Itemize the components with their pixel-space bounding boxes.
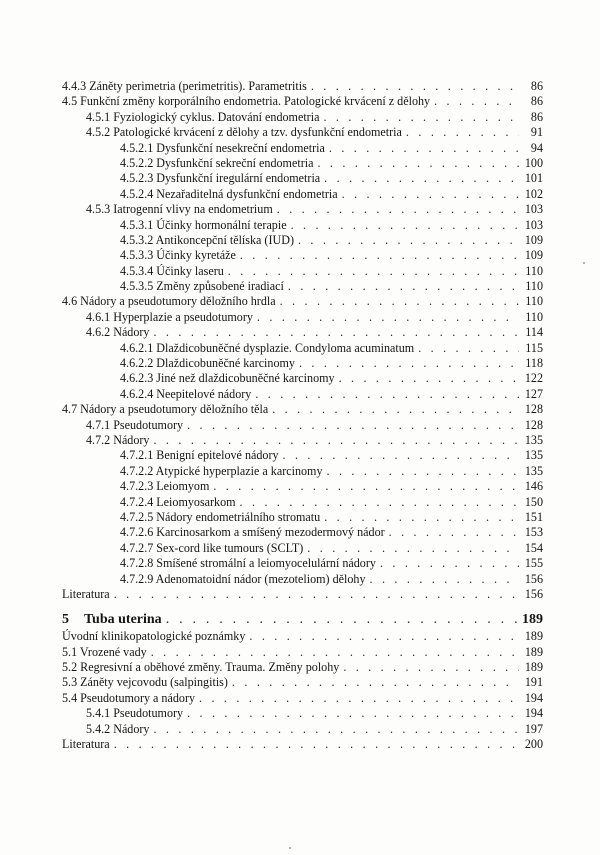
toc-entry xyxy=(62,125,543,140)
toc-entry-title: 4.6.1 Hyperplazie a pseudotumory xyxy=(86,309,253,324)
leader-dots xyxy=(151,645,519,660)
leader-dots xyxy=(166,610,518,629)
leader-dots xyxy=(307,541,519,556)
leader-dots xyxy=(434,94,519,109)
toc-entry xyxy=(62,629,543,644)
toc-entry xyxy=(62,572,543,587)
leader-dots xyxy=(327,464,519,479)
leader-dots xyxy=(240,248,519,263)
toc-entry-title: 4.6.2.1 Dlaždicobuněčné dysplazie. Condyloma acuminatum xyxy=(120,340,415,355)
toc-entry xyxy=(62,645,543,660)
toc-entry xyxy=(62,248,543,263)
chapter-page-number: 189 xyxy=(522,612,543,628)
toc-entry-title: 4.6.2.3 Jiné než dlaždicobuněčné karcinomy xyxy=(120,371,335,386)
leader-dots xyxy=(291,218,519,233)
leader-dots xyxy=(370,572,519,587)
leader-dots xyxy=(277,202,519,217)
scan-speck xyxy=(583,262,585,264)
toc-entry xyxy=(62,737,543,752)
toc-entry-title: 4.7.2.6 Karcinosarkom a smíšený mezodermový nádor xyxy=(120,525,385,540)
toc-entry-page-number: 156 xyxy=(524,571,543,586)
toc-entry xyxy=(62,356,543,371)
toc-entry-title: 4.5.3.3 Účinky kyretáže xyxy=(120,248,236,263)
toc-entry xyxy=(62,202,543,217)
leader-dots xyxy=(272,402,519,417)
toc-entry-title: 5.3 Záněty vejcovodu (salpingitis) xyxy=(62,675,228,690)
leader-dots xyxy=(339,371,519,386)
toc-entry-page-number: 154 xyxy=(524,540,543,555)
toc-entry-page-number: 100 xyxy=(524,155,543,170)
toc-entry-page-number: 127 xyxy=(524,386,543,401)
toc-entry-title: 4.5.2.4 Nezařaditelná dysfunkční endometria xyxy=(120,186,338,201)
toc-entry-page-number: 150 xyxy=(524,494,543,509)
toc-entry xyxy=(62,371,543,386)
toc-section-chapter-5 xyxy=(62,629,543,752)
toc-entry-page-number: 118 xyxy=(525,356,543,371)
toc-entry xyxy=(62,187,543,202)
toc-entry-page-number: 194 xyxy=(524,706,543,721)
toc-entry xyxy=(62,218,543,233)
leader-dots xyxy=(283,448,519,463)
toc-entry xyxy=(62,541,543,556)
toc-entry xyxy=(62,660,543,675)
leader-dots xyxy=(153,325,519,340)
toc-entry xyxy=(62,706,543,721)
toc-entry-page-number: 103 xyxy=(524,217,543,232)
toc-entry-title: 4.5.1 Fyziologický cyklus. Datování endometria xyxy=(86,109,320,124)
toc-entry-page-number: 189 xyxy=(524,629,543,644)
toc-entry-title: 4.5.3.4 Účinky laseru xyxy=(120,263,224,278)
leader-dots xyxy=(187,418,519,433)
toc-entry-page-number: 189 xyxy=(524,644,543,659)
toc-entry-title: 4.5.2.1 Dysfunkční nesekreční endometria xyxy=(120,140,325,155)
toc-entry-title: 4.7.2.3 Leiomyom xyxy=(120,479,210,494)
toc-entry xyxy=(62,171,543,186)
leader-dots xyxy=(187,706,519,721)
toc-entry-page-number: 153 xyxy=(524,525,543,540)
leader-dots xyxy=(153,433,519,448)
leader-dots xyxy=(213,479,519,494)
toc-entry-page-number: 110 xyxy=(525,309,543,324)
leader-dots xyxy=(199,691,519,706)
toc-entry-title: 4.5.3.5 Změny způsobené iradiací xyxy=(120,279,284,294)
toc-entry-title: 4.7.2 Nádory xyxy=(86,432,150,447)
leader-dots xyxy=(114,737,519,752)
leader-dots xyxy=(232,675,519,690)
leader-dots xyxy=(255,387,519,402)
leader-dots xyxy=(299,356,519,371)
toc-entry-page-number: 101 xyxy=(524,171,543,186)
toc-entry-page-number: 128 xyxy=(524,417,543,432)
leader-dots xyxy=(323,110,519,125)
toc-chapter-heading xyxy=(62,610,543,629)
toc-entry-page-number: 191 xyxy=(524,675,543,690)
toc-entry-page-number: 110 xyxy=(525,263,543,278)
toc-entry-page-number: 86 xyxy=(530,79,543,93)
toc-entry-title: Literatura xyxy=(62,586,110,601)
toc-entry-title: 4.5.2.2 Dysfunkční sekreční endometria xyxy=(120,155,314,170)
toc-entry-page-number: 122 xyxy=(524,371,543,386)
toc-entry xyxy=(62,79,543,94)
toc-entry xyxy=(62,587,543,602)
toc-entry-title: 4.5.2 Patologické krvácení z dělohy a tzv. dysfunkční endometria xyxy=(86,125,402,140)
toc-entry-page-number: 146 xyxy=(524,479,543,494)
toc-entry xyxy=(62,110,543,125)
toc-section-chapter-4 xyxy=(62,79,543,602)
leader-dots xyxy=(317,156,519,171)
toc-entry xyxy=(62,556,543,571)
toc-entry-page-number: 200 xyxy=(524,737,543,752)
toc-entry-page-number: 86 xyxy=(530,109,543,124)
leader-dots xyxy=(324,510,519,525)
leader-dots xyxy=(311,79,519,94)
toc-entry-page-number: 115 xyxy=(525,340,543,355)
toc-entry-page-number: 102 xyxy=(524,186,543,201)
toc-entry-page-number: 110 xyxy=(525,294,543,309)
leader-dots xyxy=(288,279,519,294)
toc-entry-title: 4.5 Funkční změny korporálního endometria. Patologické krvácení z dělohy xyxy=(62,94,431,109)
toc-entry-page-number: 109 xyxy=(524,248,543,263)
toc-entry-title: Literatura xyxy=(62,737,110,752)
toc-entry-title: 4.6 Nádory a pseudotumory děložního hrdla xyxy=(62,294,276,309)
toc-entry-title: 4.7.2.8 Smíšené stromální a leiomyocelulární nádory xyxy=(120,556,376,571)
leader-dots xyxy=(298,233,519,248)
toc-entry-title: 4.6.2.4 Neepitelové nádory xyxy=(120,386,252,401)
toc-entry-title: 4.6.2 Nádory xyxy=(86,325,150,340)
leader-dots xyxy=(228,264,519,279)
toc-entry-page-number: 94 xyxy=(530,140,543,155)
toc-entry xyxy=(62,675,543,690)
leader-dots xyxy=(380,556,519,571)
toc-entry xyxy=(62,325,543,340)
leader-dots xyxy=(342,187,519,202)
toc-entry xyxy=(62,495,543,510)
toc-entry-title: 4.5.3.2 Antikoncepční tělíska (IUD) xyxy=(120,232,294,247)
toc-entry-page-number: 86 xyxy=(530,94,543,109)
toc-entry-title: 5.4 Pseudotumory a nádory xyxy=(62,690,196,705)
toc-entry xyxy=(62,722,543,737)
chapter-number: 5 xyxy=(62,612,69,628)
toc-entry xyxy=(62,448,543,463)
toc-entry xyxy=(62,310,543,325)
toc-entry xyxy=(62,691,543,706)
toc-entry-title: 4.5.2.3 Dysfunkční iregulární endometria xyxy=(120,171,321,186)
toc-entry-page-number: 128 xyxy=(524,402,543,417)
leader-dots xyxy=(329,141,519,156)
leader-dots xyxy=(280,294,519,309)
toc-entry-title: 5.1 Vrozené vady xyxy=(62,644,147,659)
toc-entry-title: 4.7.2.9 Adenomatoidní nádor (mezoteliom) dělohy xyxy=(120,571,366,586)
toc-entry xyxy=(62,402,543,417)
toc-entry xyxy=(62,479,543,494)
toc-entry xyxy=(62,279,543,294)
toc-entry-title: 4.7.1 Pseudotumory xyxy=(86,417,184,432)
toc-entry-page-number: 194 xyxy=(524,690,543,705)
toc-entry xyxy=(62,341,543,356)
toc-entry-title: 4.7.2.1 Benigní epitelové nádory xyxy=(120,448,279,463)
toc-entry xyxy=(62,233,543,248)
leader-dots xyxy=(257,310,519,325)
scan-speck xyxy=(289,847,291,849)
leader-dots xyxy=(114,587,519,602)
table-of-contents xyxy=(62,79,543,752)
toc-entry-title: Úvodní klinikopatologické poznámky xyxy=(62,629,246,644)
toc-entry-title: 5.4.2 Nádory xyxy=(86,721,150,736)
toc-entry xyxy=(62,418,543,433)
toc-entry xyxy=(62,510,543,525)
toc-entry-page-number: 151 xyxy=(524,509,543,524)
leader-dots xyxy=(324,171,519,186)
toc-entry xyxy=(62,264,543,279)
toc-entry-page-number: 155 xyxy=(524,556,543,571)
toc-entry-page-number: 114 xyxy=(525,325,543,340)
leader-dots xyxy=(406,125,519,140)
toc-entry xyxy=(62,94,543,109)
toc-entry-title: 5.4.1 Pseudotumory xyxy=(86,706,184,721)
toc-entry-page-number: 135 xyxy=(524,432,543,447)
toc-entry-title: 4.6.2.2 Dlaždicobuněčné karcinomy xyxy=(120,356,295,371)
toc-entry xyxy=(62,141,543,156)
leader-dots xyxy=(153,722,519,737)
leader-dots xyxy=(389,525,519,540)
toc-entry xyxy=(62,433,543,448)
leader-dots xyxy=(418,341,519,356)
chapter-title: Tuba uterina xyxy=(84,612,162,628)
toc-entry-page-number: 91 xyxy=(530,125,543,140)
toc-entry-title: 4.4.3 Záněty perimetria (perimetritis). Parametritis xyxy=(62,79,307,93)
toc-entry xyxy=(62,156,543,171)
toc-entry-page-number: 189 xyxy=(524,660,543,675)
toc-entry-title: 4.7.2.7 Sex-cord like tumours (SCLT) xyxy=(120,540,304,555)
toc-entry-title: 4.7 Nádory a pseudotumory děložního těla xyxy=(62,402,269,417)
toc-entry-page-number: 156 xyxy=(524,586,543,601)
toc-entry-page-number: 135 xyxy=(524,448,543,463)
toc-entry-page-number: 110 xyxy=(525,279,543,294)
toc-entry-page-number: 197 xyxy=(524,721,543,736)
leader-dots xyxy=(343,660,519,675)
leader-dots xyxy=(249,629,519,644)
toc-entry-title: 4.7.2.4 Leiomyosarkom xyxy=(120,494,236,509)
toc-entry-title: 4.7.2.5 Nádory endometriálního stromatu xyxy=(120,509,321,524)
toc-entry-title: 5.2 Regresivní a oběhové změny. Trauma. Změny polohy xyxy=(62,660,340,675)
toc-entry xyxy=(62,294,543,309)
toc-entry-page-number: 103 xyxy=(524,202,543,217)
toc-entry-title: 4.7.2.2 Atypické hyperplazie a karcinomy xyxy=(120,463,323,478)
toc-entry-title: 4.5.3 Iatrogenní vlivy na endometrium xyxy=(86,202,273,217)
toc-entry-title: 4.5.3.1 Účinky hormonální terapie xyxy=(120,217,287,232)
toc-entry-page-number: 109 xyxy=(524,232,543,247)
leader-dots xyxy=(240,495,519,510)
toc-entry xyxy=(62,464,543,479)
toc-entry xyxy=(62,387,543,402)
toc-entry xyxy=(62,525,543,540)
toc-entry-page-number: 135 xyxy=(524,463,543,478)
